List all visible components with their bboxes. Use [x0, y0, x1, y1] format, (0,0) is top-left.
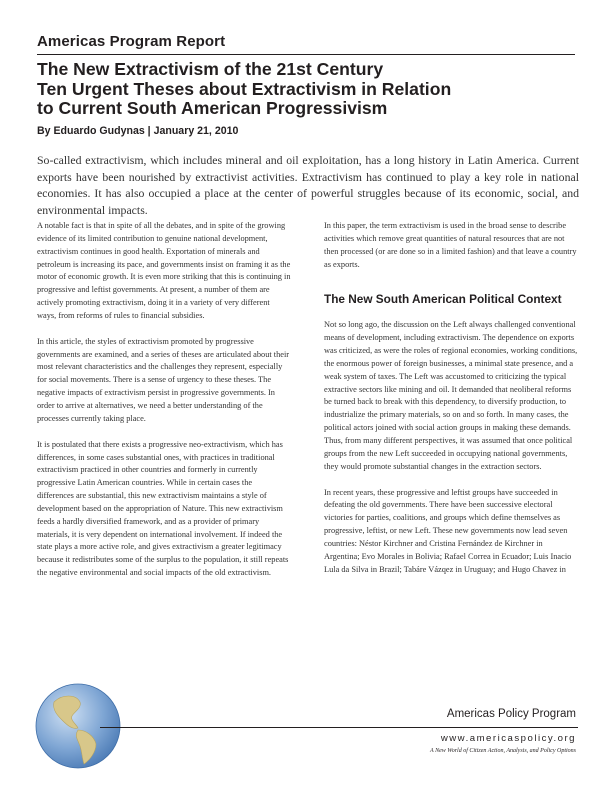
left-column [37, 220, 291, 593]
footer-website-link[interactable]: www.americaspolicy.org [440, 733, 576, 744]
section-heading: The New South American Political Context [324, 292, 562, 307]
body-paragraph: In this article, the styles of extractivism promoted by progressive governments are examined, and a series of theses are articulated about their most relevant characteristics and the challenges they represent, especially for social movements. There is a sense of urgency to these theses. The negative impacts of extractivism persist in progressive governments. In order to arrive at alternatives, we need a better understanding of the processes currently taking place. [37, 336, 290, 423]
body-paragraph: Not so long ago, the discussion on the Left always challenged conventional means of development, including extractivism. The dependence on exports was criticized, as were the roles of regional economies, working conditions, the enormous power of foreign businesses, a minimal state presence, and a weak system of taxes. The Left was accustomed to criticizing the typical extractive sectors like mining and oil. It demanded that neoliberal reforms be turned back to break with this dependency, to diversify production, to industrialize the primary materials, so on and so forth. In many cases, the political actors joined with social action groups in making these demands. Thus, from many different perspectives, it was assumed that once political groups from the new Left succeeded in occupying national governments, they would promote substantial changes in the extraction sectors. [324, 320, 578, 471]
body-paragraph: A notable fact is that in spite of all the debates, and in spite of the growing evidence of its limited contribution to genuine national development, extractivism continues in good health. Exportation of minerals and petroleum is increasing its pace, and governments insist on framing it as the motor of economic growth. It is even more striking that this is continuing in progressive and leftist governments. At present, a number of them are actively promoting extractivism, doing it in a variety of very different ways, from reforms of rules to financial subsidies. [37, 221, 291, 320]
title-line-1: The New Extractivism of the 21st Century [37, 59, 384, 79]
footer-program-name: Americas Policy Program [446, 708, 576, 720]
report-label: Americas Program Report [37, 33, 226, 50]
right-column [324, 220, 578, 589]
globe-logo-icon [32, 680, 124, 772]
header-rule [37, 54, 575, 55]
byline: By Eduardo Gudynas | January 21, 2010 [37, 125, 239, 137]
body-paragraph: In this paper, the term extractivism is used in the broad sense to describe activities which remove great quantities of natural resources that are not then processed (or are done so in a limited fashion) and that leave a country as exports. [324, 221, 577, 269]
body-paragraph: In recent years, these progressive and leftist groups have succeeded in defeating the old governments. There have been successive electoral victories for parties, coalitions, and groups which define themselves as progressive, leftist, or new Left. These new governments now lead seven countries: Néstor Kirchner and Cristina Fernández de Kirchner in Argentina; Evo Morales in Bolivia; Rafael Correa in Ecuador; Luis Inacio Lula da Silva in Brazil; Tabáre Vázqez in Uruguay; and Hugo Chavez in [324, 487, 572, 574]
footer-rule [100, 727, 578, 728]
title-line-3: to Current South American Progressivism [37, 98, 388, 118]
article-title [37, 60, 582, 119]
body-paragraph: It is postulated that there exists a progressive neo-extractivism, which has differences, in some cases substantial ones, with practices in traditional extractivism practiced in other countries and formerly in currently progressive Latin American countries. While in certain cases the differences are substantial, this new extractivism maintains a style of development based on the appropriation of Nature. This new extractivism feeds a hardly diversified framework, and as a provider of primary materials, it is very dependent on international involvement. If indeed the state plays a more active role, and gives extractivism a greater legitimacy because it redistributes some of the surplus to the population, it still repeats the negative environmental and social impacts of the old extractivism. [37, 439, 289, 578]
title-line-2: Ten Urgent Theses about Extractivism in Relation [37, 78, 452, 99]
globe-ocean [36, 684, 120, 768]
lead-paragraph: So-called extractivism, which includes mineral and oil exploitation, has a long history in Latin America. Current exports have been nourished by extractivist activities. Extractivism has continued to play a key role in national economies. It has also occupied a place at the center of powerful struggles because of its economic, social, and environmental impacts. [37, 153, 579, 217]
footer-tagline: A New World of Citizen Action, Analysis, and Policy Options [430, 748, 576, 754]
